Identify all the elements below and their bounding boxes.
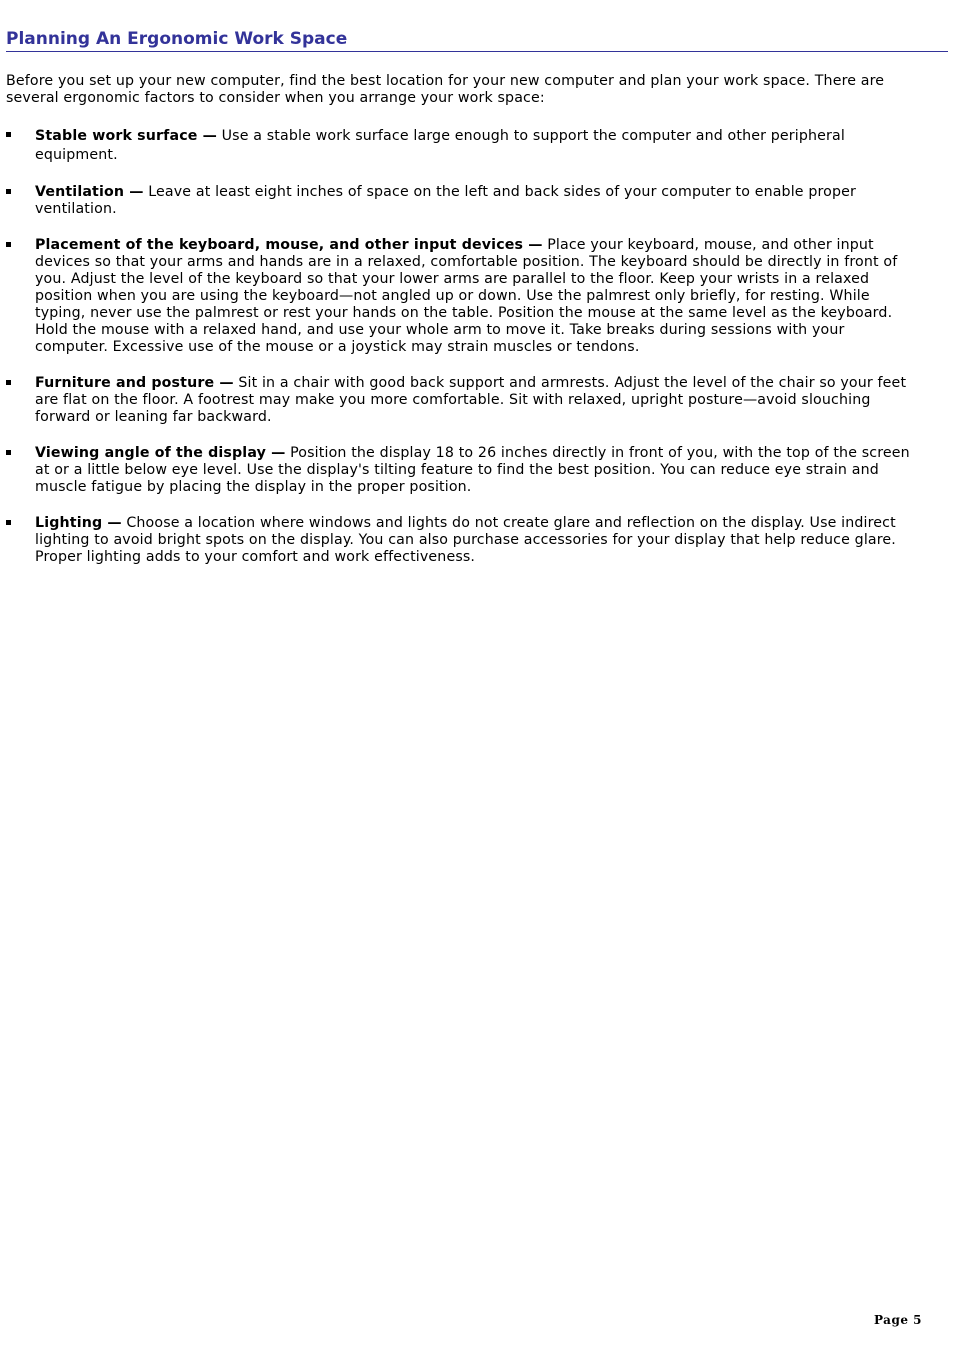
list-item-text: Leave at least eight inches of space on the left and back sides of your computer to enable proper ventilation. xyxy=(35,184,857,217)
square-bullet-icon xyxy=(6,520,11,525)
list-item-text: Position the display 18 to 26 inches directly in front of you, with the top of the screen at or a little below eye level. Use the display's tilting feature to find the best position. You can reduce eye strain and muscle fatigue by placing the display in the proper position. xyxy=(35,445,910,495)
page-number: Page 5 xyxy=(873,1313,922,1327)
square-bullet-icon xyxy=(6,132,11,137)
list-item-text: Sit in a chair with good back support and armrests. Adjust the level of the chair so your feet are flat on the floor. A footrest may make you more comfortable. Sit with relaxed, upright posture—avoid slouching forward or leaning far backward. xyxy=(35,375,907,425)
list-item-furniture-posture xyxy=(6,375,920,426)
list-item-text: Use a stable work surface large enough to support the computer and other peripheral equipment. xyxy=(35,128,845,163)
list-item-term: Placement of the keyboard, mouse, and other input devices — xyxy=(35,237,543,253)
list-item-term: Lighting — xyxy=(35,515,122,531)
list-item-term: Viewing angle of the display — xyxy=(35,445,286,461)
list-item-viewing-angle xyxy=(6,445,920,496)
list-item-term: Furniture and posture — xyxy=(35,375,234,391)
list-item-stable-work-surface xyxy=(6,127,920,165)
square-bullet-icon xyxy=(6,189,11,194)
list-item-input-devices xyxy=(6,237,920,356)
intro-paragraph: Before you set up your new computer, find the best location for your new computer and plan your work space. There are several ergonomic factors to consider when you arrange your work space: xyxy=(6,73,885,106)
list-item-term: Ventilation — xyxy=(35,184,144,200)
factor-list xyxy=(6,127,948,566)
list-item-lighting xyxy=(6,515,920,566)
square-bullet-icon xyxy=(6,242,11,247)
list-item-term: Stable work surface — xyxy=(35,128,217,144)
square-bullet-icon xyxy=(6,380,11,385)
document-page xyxy=(6,28,948,566)
list-item-ventilation xyxy=(6,184,920,218)
list-item-text: Choose a location where windows and lights do not create glare and reflection on the display. Use indirect lighting to avoid bright spots on the display. You can also purchase accessories for your display that help reduce glare. Proper lighting adds to your comfort and work effectiveness. xyxy=(35,515,896,565)
page-title: Planning An Ergonomic Work Space xyxy=(6,28,948,52)
square-bullet-icon xyxy=(6,450,11,455)
list-item-text: Place your keyboard, mouse, and other input devices so that your arms and hands are in a relaxed, comfortable position. The keyboard should be directly in front of you. Adjust the level of the keyboard so that your lower arms are parallel to the floor. Keep your wrists in a relaxed position when you are using the keyboard—not angled up or down. Use the palmrest only briefly, for resting. While typing, never use the palmrest or rest your hands on the table. Position the mouse at the same level as the keyboard. Hold the mouse with a relaxed hand, and use your whole arm to move it. Take breaks during sessions with your computer. Excessive use of the mouse or a joystick may strain muscles or tendons. xyxy=(35,237,898,355)
